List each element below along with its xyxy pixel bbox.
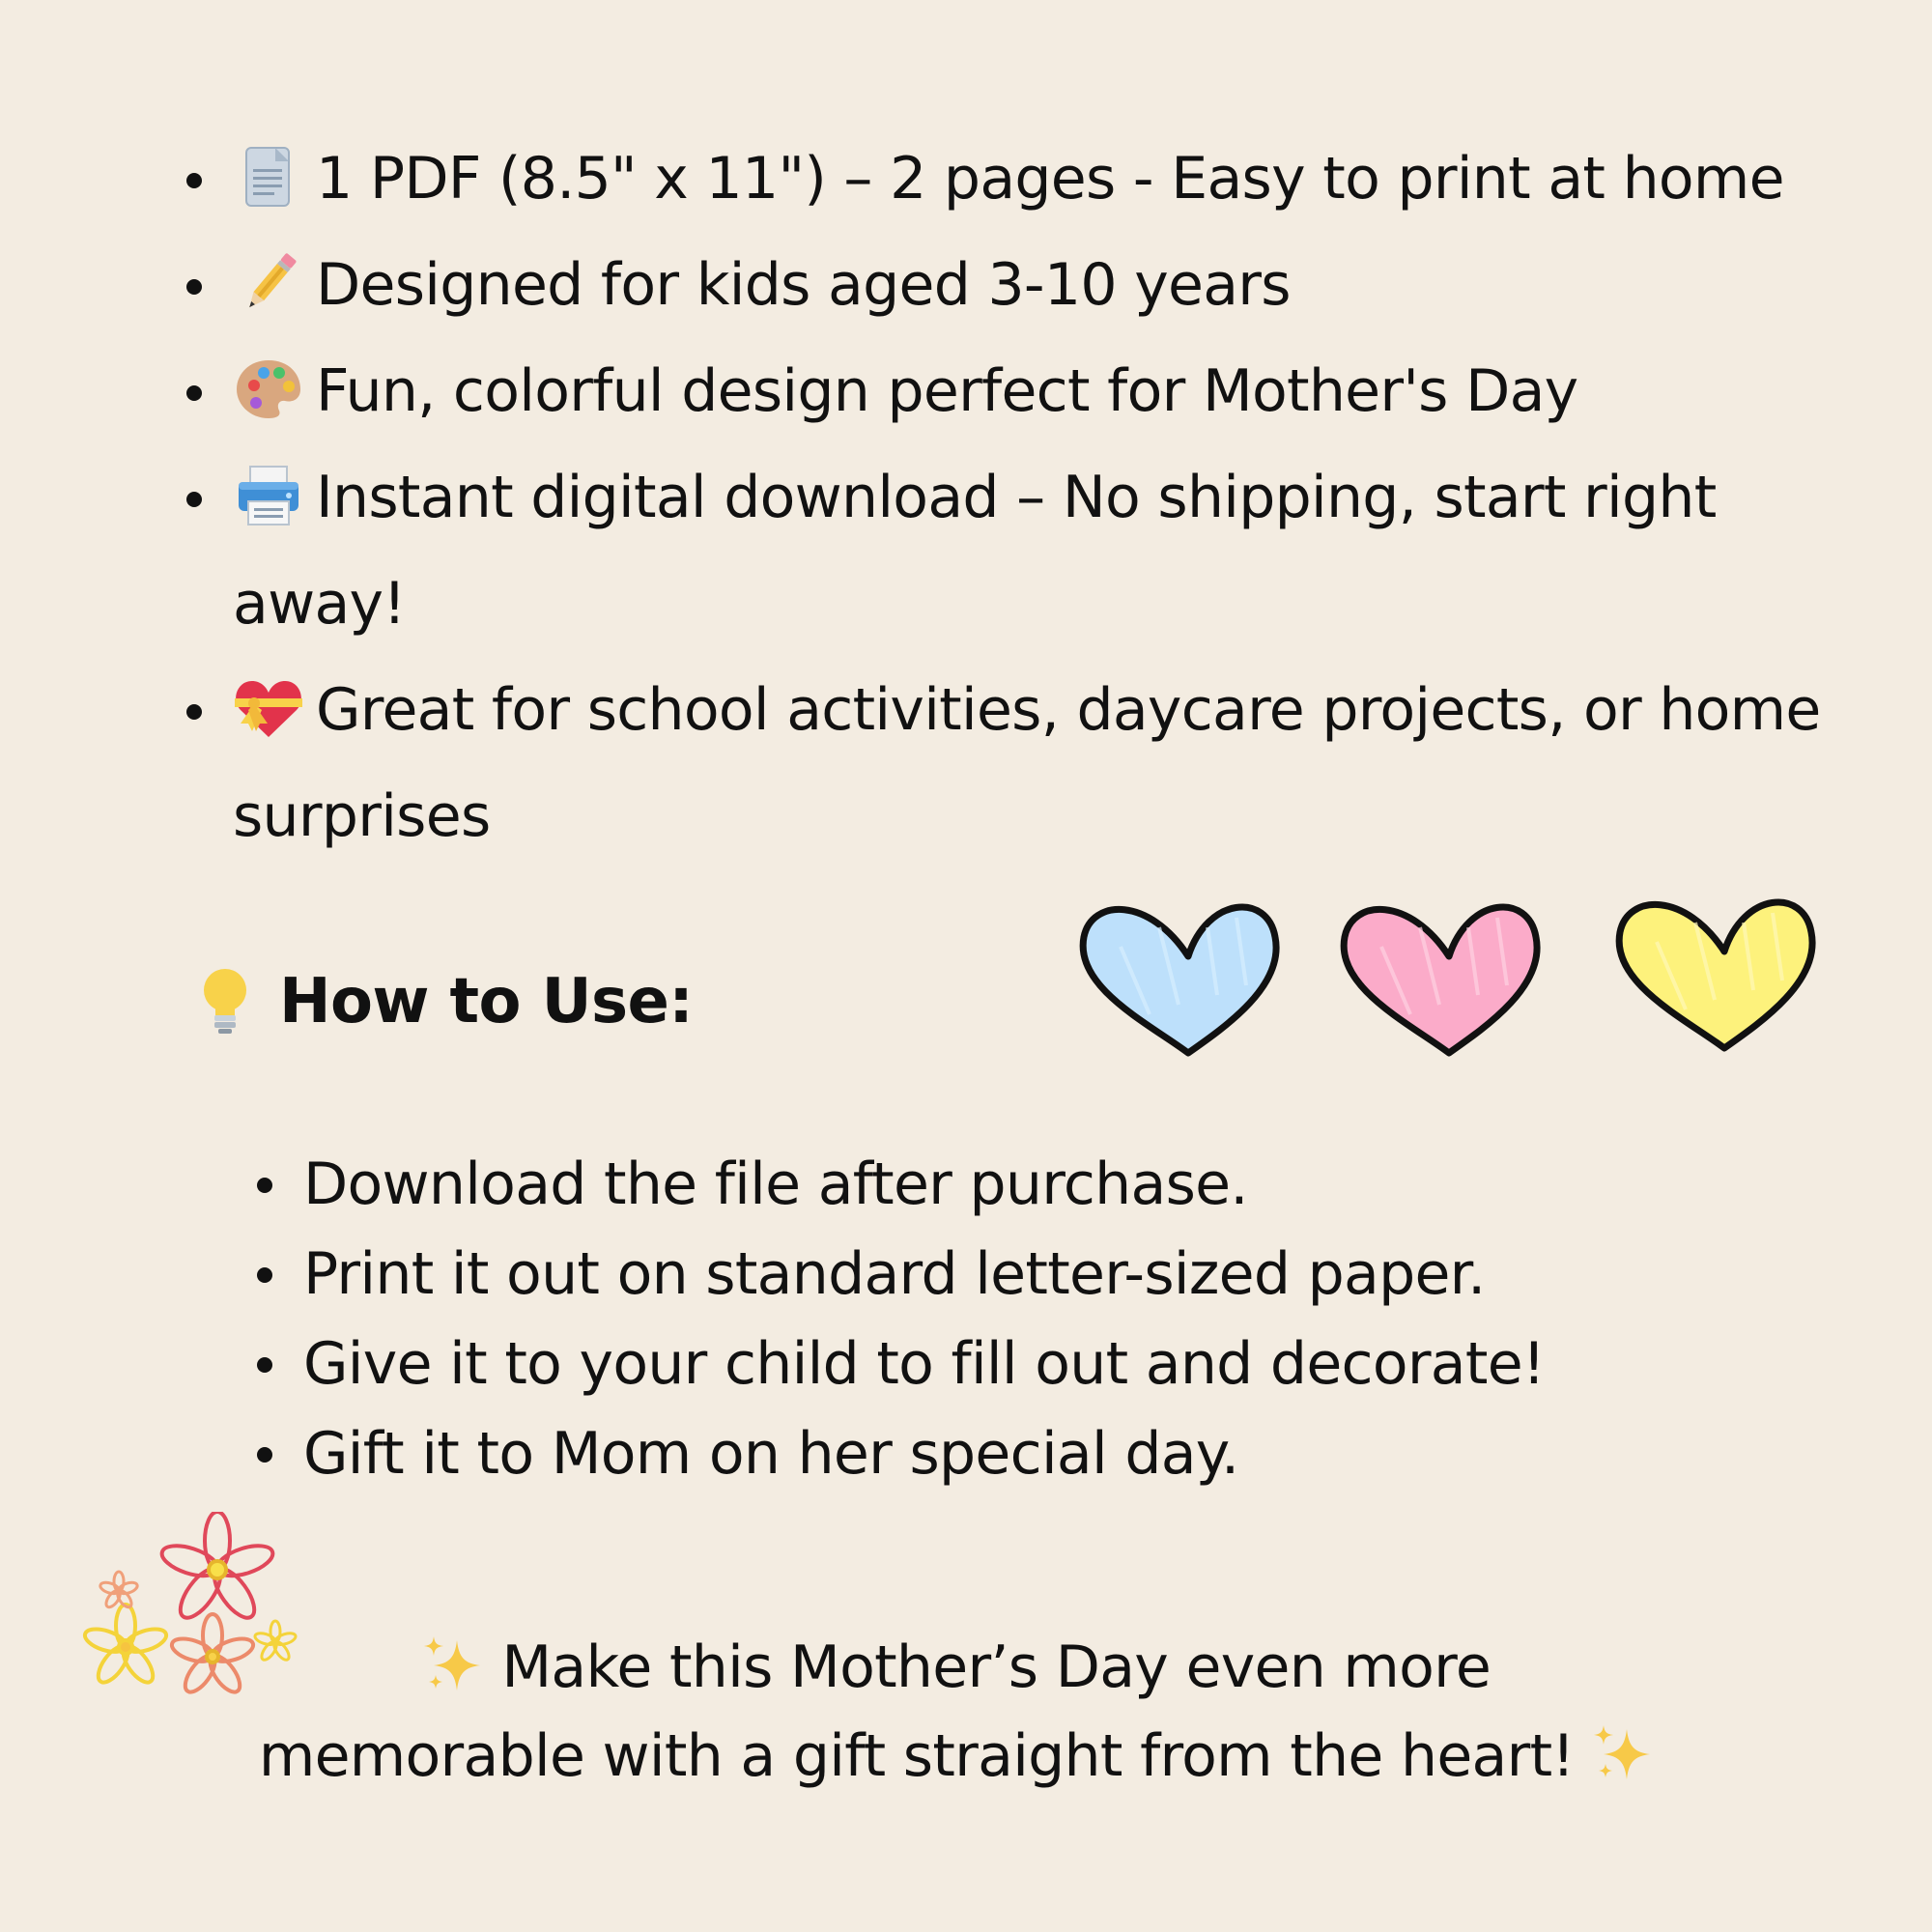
closing-line-1: Make this Mother’s Day even more <box>501 1634 1492 1701</box>
step-item: Download the file after purchase. <box>232 1140 1545 1230</box>
gift-heart-icon <box>233 675 304 741</box>
palette-icon <box>233 356 304 422</box>
red-flower <box>158 1512 276 1624</box>
blue-heart <box>1083 907 1276 1053</box>
closing-message <box>251 1623 1662 1801</box>
feature-list <box>159 126 1831 869</box>
feature-text: Designed for kids aged 3-10 years <box>316 251 1291 319</box>
sparkles-icon <box>1592 1721 1654 1783</box>
feature-item <box>159 657 1831 869</box>
step-item: Gift it to Mom on her special day. <box>232 1409 1545 1499</box>
feature-item <box>159 232 1831 338</box>
how-to-title: How to Use: <box>279 966 694 1037</box>
orange-flower <box>169 1614 256 1696</box>
document-icon <box>233 144 304 210</box>
closing-line-2: memorable with a gift straight from the heart! <box>258 1722 1575 1790</box>
lightbulb-icon <box>198 967 252 1037</box>
yellow-flower <box>82 1605 169 1687</box>
step-item: Print it out on standard letter-sized paper. <box>232 1230 1545 1320</box>
feature-text: 1 PDF (8.5" x 11") – 2 pages - Easy to print at home <box>316 145 1784 213</box>
sparkles-icon <box>422 1633 484 1694</box>
feature-item <box>159 338 1831 444</box>
feature-text: Great for school activities, daycare projects, or home surprises <box>233 676 1821 850</box>
how-to-steps <box>232 1140 1545 1499</box>
pencil-icon <box>233 250 304 316</box>
step-item: Give it to your child to fill out and decorate! <box>232 1320 1545 1409</box>
feature-text: Instant digital download – No shipping, start right away! <box>233 464 1717 638</box>
small-peach-flower <box>99 1572 138 1609</box>
feature-text: Fun, colorful design perfect for Mother's Day <box>316 357 1578 425</box>
how-to-heading <box>198 966 693 1037</box>
hearts-illustration <box>1072 850 1845 1082</box>
feature-item <box>159 444 1831 657</box>
pink-heart <box>1344 907 1537 1053</box>
feature-item <box>159 126 1831 232</box>
printer-icon <box>233 463 304 528</box>
yellow-heart <box>1619 902 1812 1048</box>
